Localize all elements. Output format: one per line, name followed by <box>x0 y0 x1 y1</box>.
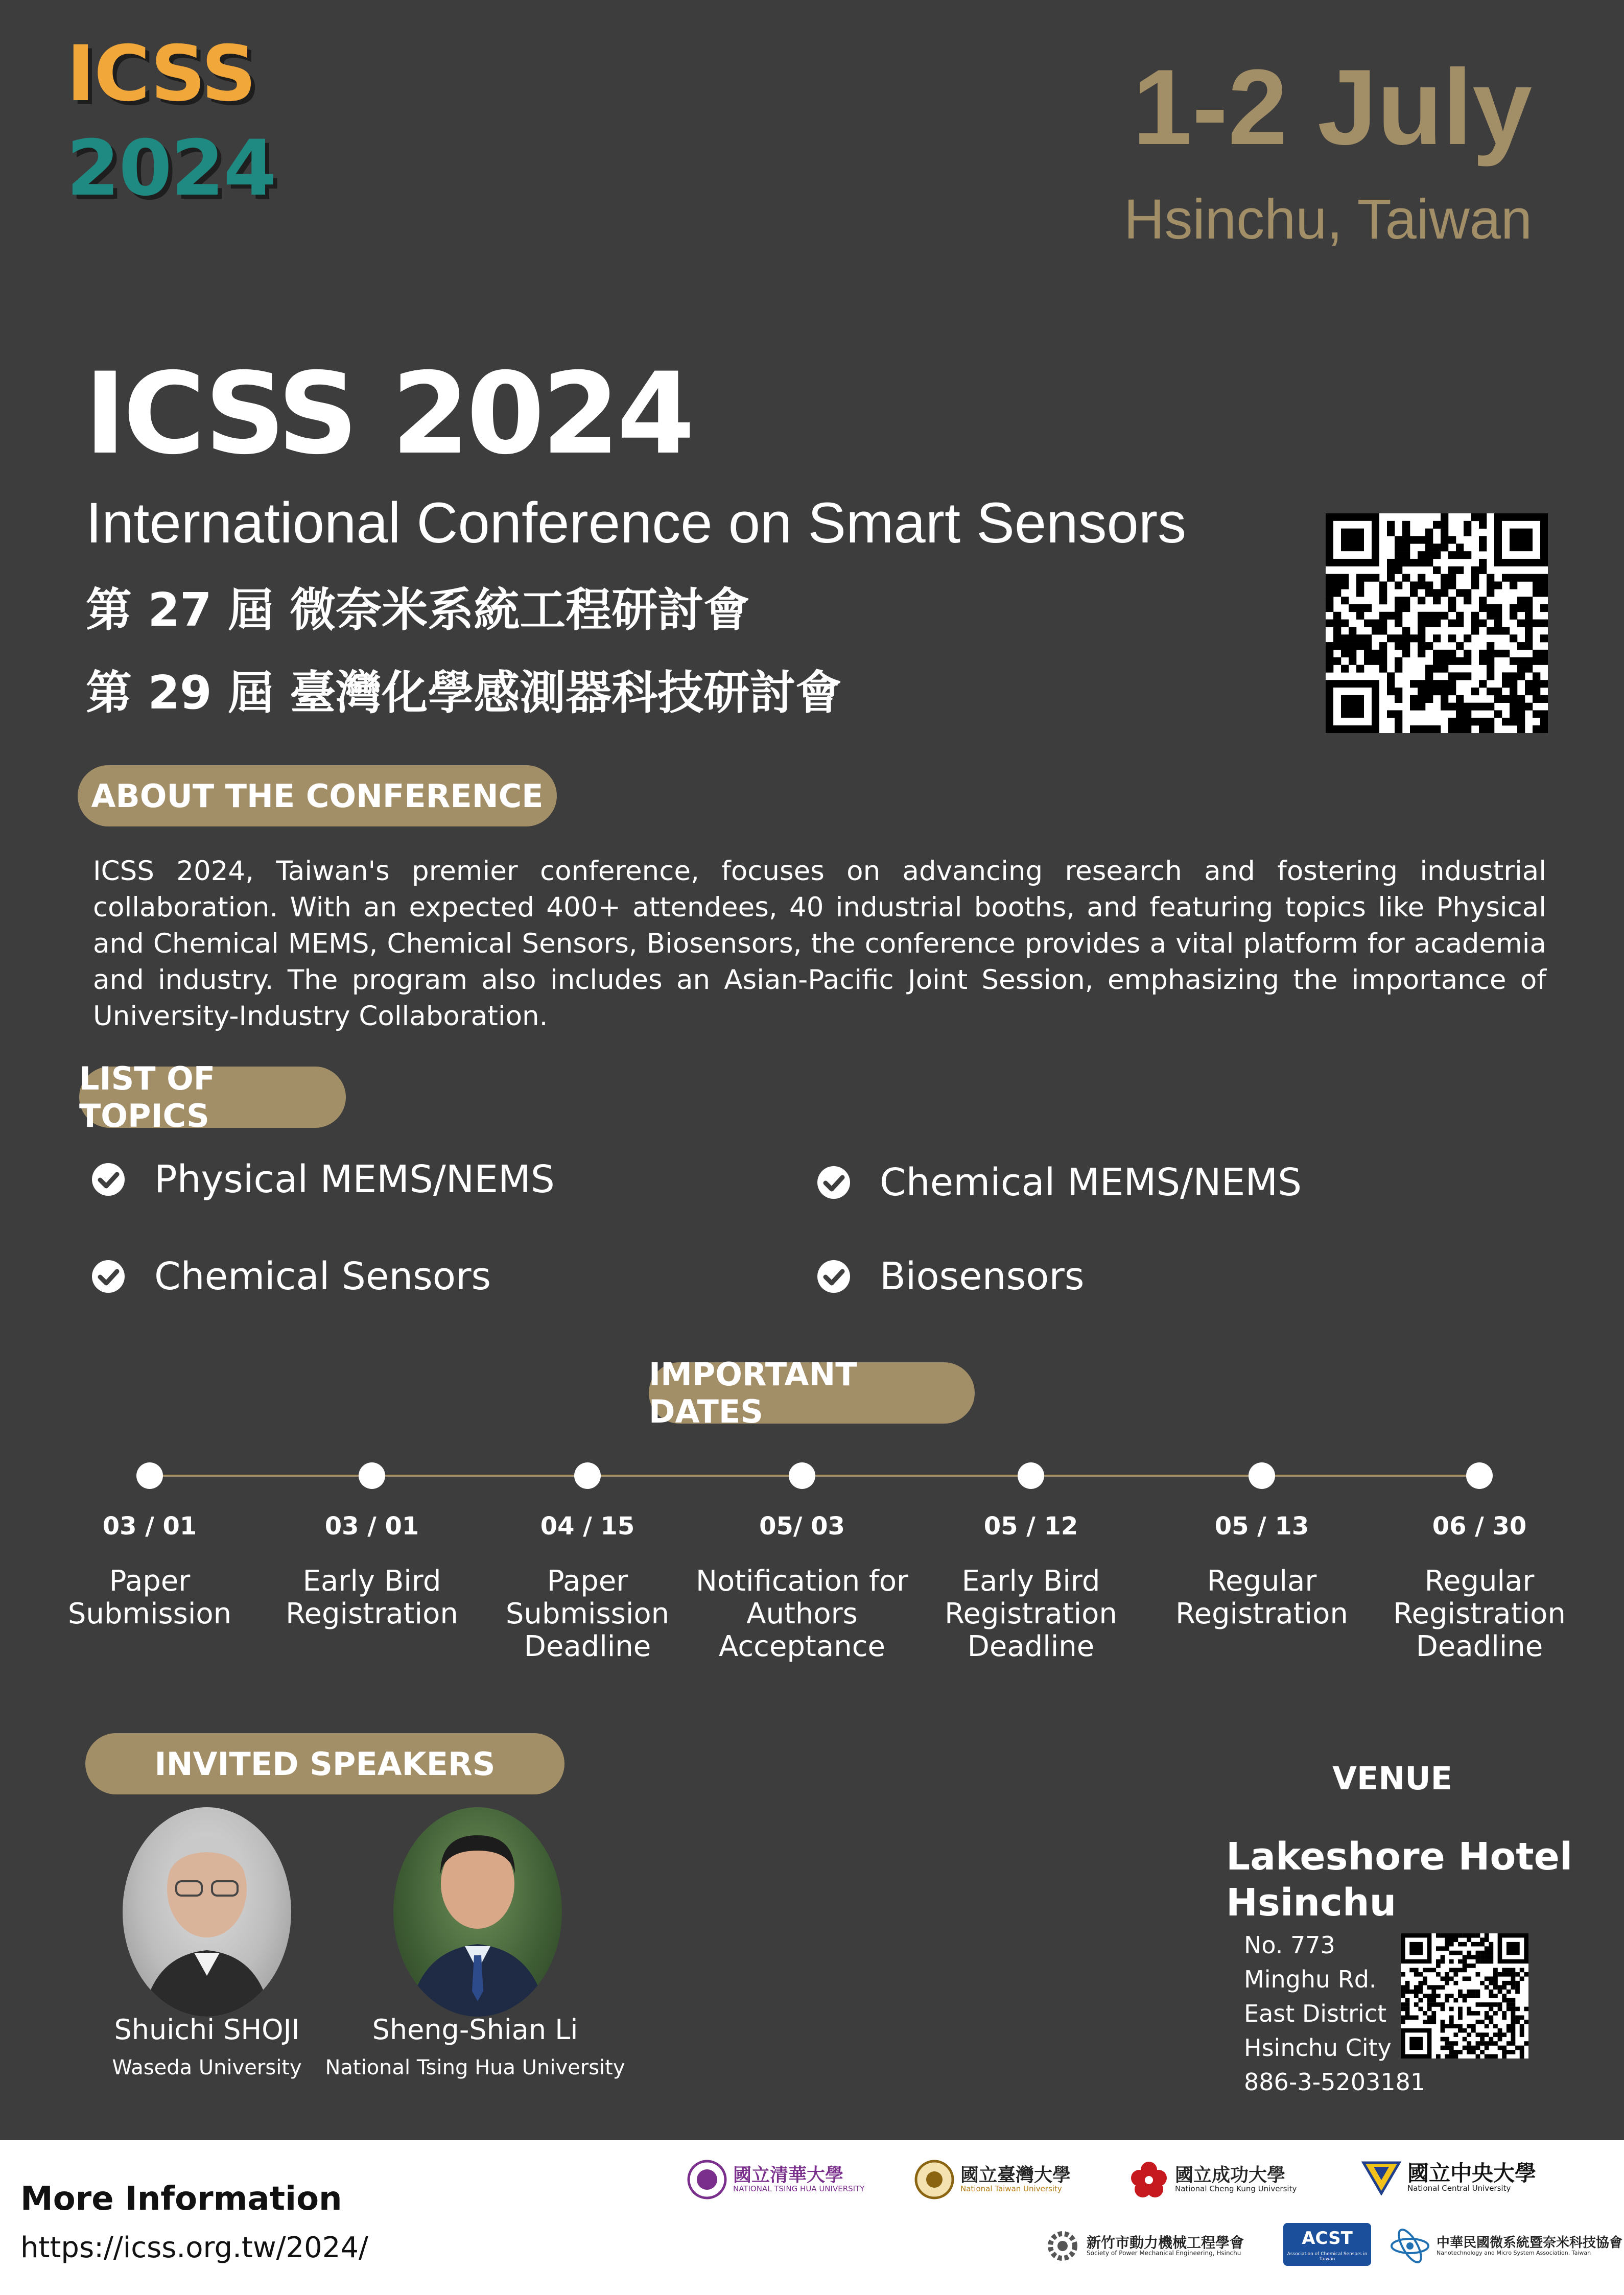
person-portrait-icon <box>123 1807 291 2017</box>
topic-label: Chemical Sensors <box>154 1255 491 1298</box>
timeline-date: 05 / 13 <box>1214 1512 1309 1541</box>
org-sub: Association of Chemical Sensors in Taiwan <box>1287 2252 1368 2262</box>
timeline-label: Paper Submission Deadline <box>505 1565 670 1663</box>
venue-address <box>1244 1928 1425 2099</box>
org-name: 國立臺灣大學 National Taiwan University <box>960 2164 1071 2194</box>
qr-code-registration[interactable] <box>1326 513 1548 733</box>
triangle-emblem-icon <box>1361 2160 1401 2195</box>
chinese-title-line-2: 第 29 屆 臺灣化學感測器科技研討會 <box>86 666 842 720</box>
speaker-name: Sheng-Shian Li <box>372 2014 578 2046</box>
conference-subtitle: International Conference on Smart Sensors <box>86 491 1187 555</box>
qr-code-icon <box>1401 1933 1528 2059</box>
timeline-label: Early Bird Registration <box>286 1565 458 1630</box>
timeline-item <box>695 1462 909 1663</box>
timeline-date: 05 / 12 <box>983 1512 1078 1541</box>
org-name: 國立清華大學 NATIONAL TSING HUA UNIVERSITY <box>733 2164 865 2194</box>
about-heading: ABOUT THE CONFERENCE <box>78 765 557 826</box>
address-line: 886-3-5203181 <box>1244 2068 1426 2096</box>
address-line: Hsinchu City <box>1244 2034 1392 2062</box>
timeline-label: Early Bird Registration Deadline <box>945 1565 1117 1663</box>
logo-nthu <box>687 2160 864 2199</box>
address-line: Minghu Rd. <box>1244 1966 1377 1993</box>
timeline-label: Regular Registration Deadline <box>1393 1565 1566 1663</box>
logo-ncku <box>1129 2160 1297 2199</box>
topic-item <box>817 1255 1085 1298</box>
org-name: 新竹市動力機械工程學會 Society of Power Mechanical Engineering, Hsinchu <box>1087 2234 1244 2257</box>
logo-icss-text: ICSS <box>66 30 256 119</box>
university-seal-icon <box>914 2160 954 2199</box>
topic-item <box>92 1255 491 1298</box>
chinese-title-line-1: 第 27 屆 微奈米系統工程研討會 <box>86 583 750 637</box>
org-name: 中華民國微系統暨奈米科技協會 Nanotechnology and Micro System Association, Taiwan <box>1437 2235 1623 2256</box>
topic-item <box>817 1161 1302 1204</box>
timeline-item <box>42 1462 257 1630</box>
topics-heading: LIST OF TOPICS <box>79 1067 346 1128</box>
topic-label: Physical MEMS/NEMS <box>154 1157 555 1201</box>
topic-label: Chemical MEMS/NEMS <box>880 1161 1302 1204</box>
venue-heading: VENUE <box>1332 1760 1452 1797</box>
timeline-date: 03 / 01 <box>324 1512 419 1541</box>
timeline-item <box>1155 1462 1369 1630</box>
page-title: ICSS 2024 <box>84 348 692 479</box>
speaker-name: Shuichi SHOJI <box>114 2014 300 2046</box>
timeline-label: Paper Submission <box>67 1565 232 1630</box>
logo-spme-hsinchu <box>1045 2228 1244 2264</box>
org-name: 國立中央大學 National Central University <box>1407 2161 1537 2193</box>
check-circle-icon <box>92 1260 125 1293</box>
timeline-item <box>265 1462 479 1630</box>
timeline-item <box>1372 1462 1587 1663</box>
logo-ncu <box>1361 2160 1536 2195</box>
timeline-dot <box>359 1462 385 1489</box>
logo-ntu <box>914 2160 1071 2199</box>
topic-item <box>92 1157 555 1201</box>
event-location: Hsinchu, Taiwan <box>1124 188 1532 251</box>
timeline-dot <box>136 1462 163 1489</box>
event-dates: 1-2 July <box>1132 47 1532 167</box>
atom-emblem-icon <box>1390 2228 1430 2264</box>
address-line: No. 773 <box>1244 1931 1335 1959</box>
timeline-label: Regular Registration <box>1175 1565 1348 1630</box>
venue-name: Lakeshore Hotel Hsinchu <box>1226 1835 1573 1925</box>
website-link[interactable]: https://icss.org.tw/2024/ <box>20 2231 368 2264</box>
timeline-date: 04 / 15 <box>540 1512 635 1541</box>
dates-heading: IMPORTANT DATES <box>649 1362 975 1424</box>
timeline-date: 03 / 01 <box>102 1512 197 1541</box>
about-text: ICSS 2024, Taiwan's premier conference, focuses on advancing research and fostering industrial collaboration. With an expected 400+ attendees, 40 industrial booths, and featuring topics like Physical and Chemical MEMS, Chemical Sensors, Biosensors, the conference provides a vital platform for academia and industry. The program also includes an Asian-Pacific Joint Session, emphasizing the importance of University-Industry Collaboration. <box>93 856 1546 1032</box>
qr-code-venue[interactable] <box>1401 1933 1528 2059</box>
timeline-dot <box>1249 1462 1275 1489</box>
qr-code-icon <box>1326 513 1548 733</box>
timeline-date: 05/ 03 <box>759 1512 845 1541</box>
speaker-photo-shoji <box>123 1807 291 2017</box>
check-circle-icon <box>817 1166 850 1199</box>
university-seal-icon <box>687 2160 727 2199</box>
logo-nma <box>1390 2228 1622 2264</box>
timeline-dot <box>789 1462 815 1489</box>
logo-year-text: 2024 <box>66 124 276 213</box>
timeline-label: Notification for Authors Acceptance <box>695 1565 909 1663</box>
speaker-affiliation: Waseda University <box>112 2056 302 2079</box>
topic-label: Biosensors <box>880 1255 1085 1298</box>
timeline-dot <box>1018 1462 1044 1489</box>
speaker-photo-li <box>393 1807 562 2017</box>
flower-emblem-icon <box>1129 2160 1169 2199</box>
timeline-date: 06 / 30 <box>1432 1512 1527 1541</box>
org-name: ACST <box>1302 2228 1353 2249</box>
gear-icon <box>1045 2228 1080 2264</box>
timeline-item <box>480 1462 695 1663</box>
logo-acst <box>1283 2223 1371 2266</box>
speaker-affiliation: National Tsing Hua University <box>325 2056 625 2079</box>
timeline-dot <box>1466 1462 1493 1489</box>
check-circle-icon <box>817 1260 850 1293</box>
speakers-heading: INVITED SPEAKERS <box>85 1733 564 1794</box>
org-name: 國立成功大學 National Cheng Kung University <box>1175 2164 1297 2194</box>
address-line: East District <box>1244 2000 1387 2027</box>
check-circle-icon <box>92 1163 125 1196</box>
person-portrait-icon <box>393 1807 562 2017</box>
timeline-item <box>924 1462 1138 1663</box>
more-info-heading: More Information <box>20 2180 342 2218</box>
timeline-dot <box>574 1462 601 1489</box>
